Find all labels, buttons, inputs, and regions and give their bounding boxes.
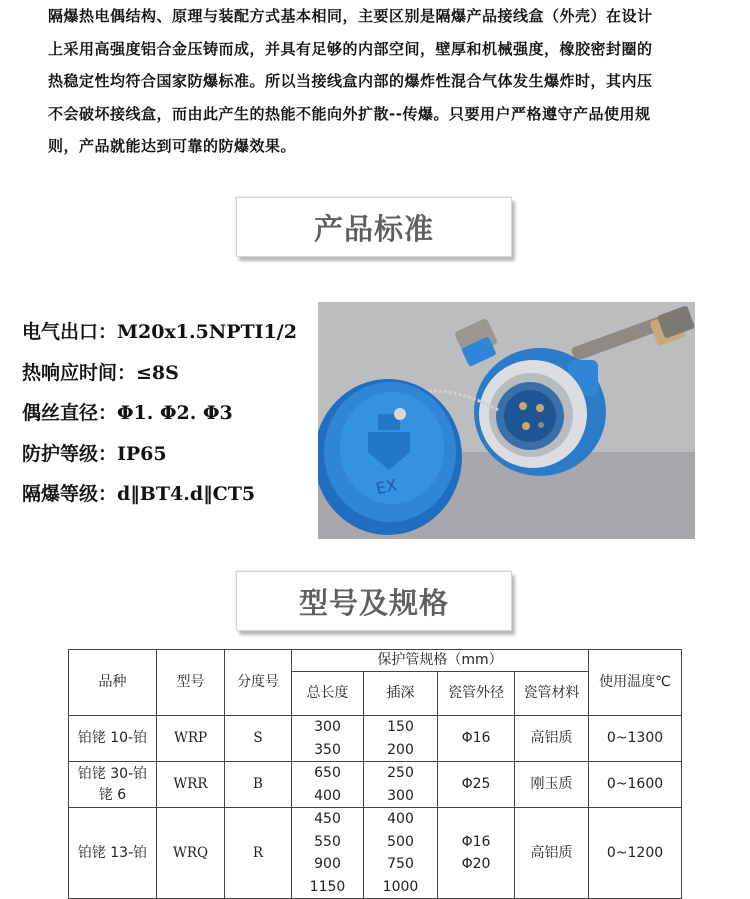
section-title-model-spec: 型号及规格: [236, 571, 512, 631]
od-value: Φ16: [461, 833, 491, 850]
header-insert-depth: 插深: [364, 672, 438, 716]
cell-model: WRR: [157, 762, 225, 808]
length-value: 1150: [309, 878, 346, 895]
depth-value: 250: [387, 765, 414, 781]
od-value: Φ20: [461, 856, 491, 872]
intro-line: 上采用高强度铝合金压铸而成，并具有足够的内部空间，壁厚和机械强度，橡胶密封圈的: [48, 39, 653, 58]
header-model: 型号: [157, 650, 225, 716]
table-header-row: [69, 650, 682, 672]
product-illustration: [318, 302, 695, 539]
spec-explosion-grade: 隔爆等级：d‖BT4.d‖CT5: [22, 483, 256, 505]
depth-value: 150: [387, 719, 414, 735]
length-value: 650: [314, 765, 341, 781]
cell-total-length: [292, 716, 364, 762]
depth-value: 400: [387, 811, 414, 827]
spec-response-time: 热响应时间：≤8S: [22, 361, 179, 384]
cell-temp: 0~1600: [589, 762, 682, 808]
cap-marking-text: EX: [374, 475, 399, 499]
length-value: 900: [314, 856, 341, 872]
header-ceramic-od: 瓷管外径: [438, 672, 515, 716]
cell-model: WRP: [157, 716, 225, 762]
length-value: 350: [314, 741, 341, 758]
cell-insert-depth: [364, 716, 438, 762]
header-variety: 品种: [69, 650, 157, 716]
cell-variety: 铂铑 13-铂: [69, 808, 157, 899]
cell-ceramic-od: Φ25: [438, 762, 515, 808]
length-value: 400: [314, 787, 341, 804]
cell-variety: 铂铑 30-铂铑 6: [69, 762, 157, 808]
cell-ceramic-od: [438, 808, 515, 899]
cell-graduation: S: [225, 716, 292, 762]
spec-list: [22, 312, 297, 515]
header-temp: 使用温度℃: [589, 650, 682, 716]
cell-ceramic-material: 高铝质: [515, 716, 589, 762]
cell-graduation: B: [225, 762, 292, 808]
header-total-length: 总长度: [292, 672, 364, 716]
cell-insert-depth: [364, 808, 438, 899]
length-value: 300: [314, 719, 341, 735]
cell-temp: 0~1300: [589, 716, 682, 762]
cell-temp: 0~1200: [589, 808, 682, 899]
cell-ceramic-material: 刚玉质: [515, 762, 589, 808]
table-row: [69, 716, 682, 762]
cell-variety: 铂铑 10-铂: [69, 716, 157, 762]
header-ceramic-material: 瓷管材料: [515, 672, 589, 716]
cell-graduation: R: [225, 808, 292, 899]
length-value: 550: [314, 833, 341, 850]
cell-ceramic-material: 高铝质: [515, 808, 589, 899]
intro-line: 热稳定性均符合国家防爆标准。所以当接线盒内部的爆炸性混合气体发生爆炸时，其内压: [48, 72, 653, 90]
cell-ceramic-od: Φ16: [438, 716, 515, 762]
length-value: 450: [314, 811, 341, 827]
header-graduation: 分度号: [225, 650, 292, 716]
product-photo: [318, 302, 695, 539]
spec-wire-diameter: 偶丝直径：Φ1. Φ2. Φ3: [22, 402, 233, 424]
table-row: [69, 762, 682, 808]
intro-line: 隔爆热电偶结构、原理与装配方式基本相同，主要区别是隔爆产品接线盒（外壳）在设计: [48, 7, 653, 25]
cell-model: WRQ: [157, 808, 225, 899]
cell-insert-depth: [364, 762, 438, 808]
model-spec-table: [68, 649, 682, 899]
intro-paragraph: [48, 0, 750, 163]
section-title-product-standard: 产品标准: [236, 197, 512, 257]
spec-electrical-outlet: 电气出口：M20x1.5NPTI1/2: [22, 321, 297, 343]
header-protection-spec: 保护管规格（mm）: [292, 650, 589, 672]
cell-total-length: [292, 808, 364, 899]
depth-value: 300: [387, 787, 414, 804]
spec-protection-grade: 防护等级：IP65: [22, 442, 167, 465]
depth-value: 750: [387, 856, 414, 872]
depth-value: 1000: [382, 878, 419, 895]
depth-value: 500: [387, 833, 414, 850]
depth-value: 200: [387, 741, 414, 758]
cell-total-length: [292, 762, 364, 808]
table-row: [69, 808, 682, 899]
intro-line: 则，产品就能达到可靠的防爆效果。: [48, 137, 297, 155]
intro-line: 不会破坏接线盒，而由此产生的热能不能向外扩散--传爆。只要用户严格遵守产品使用规: [48, 104, 651, 123]
